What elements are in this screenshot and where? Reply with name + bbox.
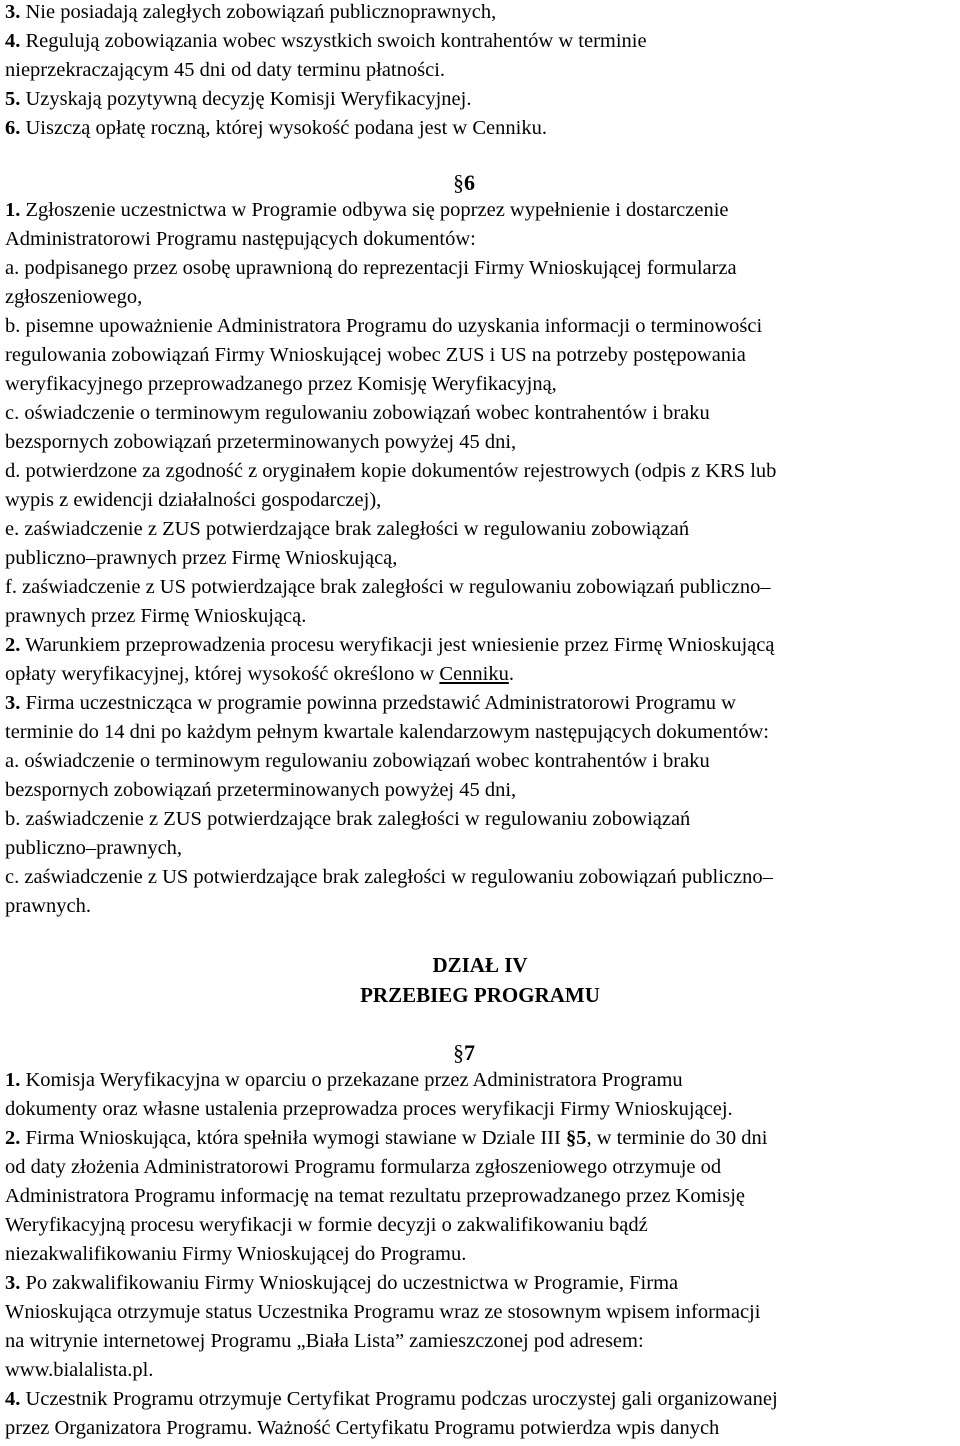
item-4 <box>5 27 647 56</box>
s6-p3-item-a: a. oświadczenie o terminowym regulowaniu zobowiązań wobec kontrahentów i braku <box>5 750 710 772</box>
item-number: 1. <box>5 199 21 221</box>
s7-paragraph-4: 4. Uczestnik Programu otrzymuje Certyfikat Programu podczas uroczystej gali organizowanej <box>5 1388 778 1410</box>
item-6 <box>5 114 547 143</box>
s6-p3-item-c-cont: prawnych. <box>5 895 91 917</box>
s6-p1-item-d-cont: wypis z ewidencji działalności gospodarczej), <box>5 489 382 511</box>
item-text: Nie posiadają zaległych zobowiązań publicznoprawnych, <box>20 1 497 23</box>
s6-p1-item-f: f. zaświadczenie z US potwierdzające brak zaległości w regulowaniu zobowiązań publiczno– <box>5 576 771 598</box>
item-text: Uiszczą opłatę roczną, której wysokość podana jest w Cenniku. <box>20 117 547 139</box>
section-6-heading: §6 <box>453 170 475 195</box>
s7-paragraph-2-cont: Administratora Programu informację na temat rezultatu przeprowadzanego przez Komisję <box>5 1185 745 1207</box>
item-3 <box>5 0 496 27</box>
item-text: Regulują zobowiązania wobec wszystkich swoich kontrahentów w terminie <box>20 30 647 52</box>
s6-p1-item-a: a. podpisanego przez osobę uprawnioną do reprezentacji Firmy Wnioskującej formularza <box>5 257 737 279</box>
s6-p1-item-b-cont: regulowania zobowiązań Firmy Wnioskującej wobec ZUS i US na potrzeby postępowania <box>5 344 746 366</box>
paragraph-sign-icon: § <box>453 1040 464 1065</box>
section-7-heading: §7 <box>453 1040 475 1065</box>
s7-paragraph-3-cont: na witrynie internetowej Programu „Biała Lista” zamieszczonej pod adresem: <box>5 1330 644 1352</box>
s7-paragraph-1-cont: dokumenty oraz własne ustalenia przeprowadza proces weryfikacji Firmy Wnioskującej. <box>5 1098 733 1120</box>
item-number: 2. <box>5 634 21 656</box>
s6-p1-item-e: e. zaświadczenie z ZUS potwierdzające brak zaległości w regulowaniu zobowiązań <box>5 518 690 540</box>
item-number: 4. <box>5 1388 21 1410</box>
s7-paragraph-3-cont: www.bialalista.pl. <box>5 1359 154 1381</box>
s6-paragraph-3: 3. Firma uczestnicząca w programie powinna przedstawić Administratorowi Programu w <box>5 692 736 714</box>
s6-p3-item-c: c. zaświadczenie z US potwierdzające brak zaległości w regulowaniu zobowiązań publiczno– <box>5 866 773 888</box>
s6-p1-item-d: d. potwierdzone za zgodność z oryginałem kopie dokumentów rejestrowych (odpis z KRS lub <box>5 460 777 482</box>
s7-paragraph-2-cont: niezakwalifikowaniu Firmy Wnioskującej do Programu. <box>5 1243 467 1265</box>
item-number: 1. <box>5 1069 21 1091</box>
s6-paragraph-2: 2. Warunkiem przeprowadzenia procesu weryfikacji jest wniesienie przez Firmę Wnioskującą <box>5 634 775 656</box>
s6-p1-item-c: c. oświadczenie o terminowym regulowaniu zobowiązań wobec kontrahentów i braku <box>5 402 710 424</box>
item-number: 3. <box>5 692 21 714</box>
s6-paragraph-2-cont: opłaty weryfikacyjnej, której wysokość określono w Cenniku. <box>5 663 514 685</box>
s7-paragraph-2: 2. Firma Wnioskująca, która spełniła wymogi stawiane w Dziale III §5, w terminie do 30 dni <box>5 1127 768 1149</box>
item-4-cont: nieprzekraczającym 45 dni od daty terminu płatności. <box>5 59 446 81</box>
item-number: 4. <box>5 30 21 52</box>
s6-paragraph-1: 1. Zgłoszenie uczestnictwa w Programie odbywa się poprzez wypełnienie i dostarczenie <box>5 199 729 221</box>
cennik-link[interactable]: Cenniku <box>439 663 509 685</box>
item-5 <box>5 85 471 114</box>
dzial-title: DZIAŁ IV <box>432 953 528 977</box>
item-text: Uzyskają pozytywną decyzję Komisji Weryfikacyjnej. <box>20 88 472 110</box>
s6-p3-item-b: b. zaświadczenie z ZUS potwierdzające brak zaległości w regulowaniu zobowiązań <box>5 808 691 830</box>
s6-p1-item-e-cont: publiczno–prawnych przez Firmę Wnioskującą, <box>5 547 398 569</box>
s6-p3-item-a-cont: bezspornych zobowiązań przeterminowanych powyżej 45 dni, <box>5 779 517 801</box>
item-number: 3. <box>5 1 21 23</box>
paragraph-sign-icon: § <box>565 1127 577 1149</box>
dzial-subtitle: PRZEBIEG PROGRAMU <box>360 983 600 1007</box>
s6-p1-item-f-cont: prawnych przez Firmę Wnioskującą. <box>5 605 307 627</box>
s6-paragraph-3-cont: terminie do 14 dni po każdym pełnym kwartale kalendarzowym następujących dokumentów: <box>5 721 769 743</box>
s7-paragraph-3: 3. Po zakwalifikowaniu Firmy Wnioskującej do uczestnictwa w Programie, Firma <box>5 1272 679 1294</box>
s7-paragraph-2-cont: od daty złożenia Administratorowi Programu formularza zgłoszeniowego otrzymuje od <box>5 1156 722 1178</box>
section-ref: 5 <box>576 1127 587 1149</box>
s7-paragraph-4-cont: przez Organizatora Programu. Ważność Certyfikatu Programu potwierdza wpis danych <box>5 1417 720 1439</box>
s6-p1-item-b-cont: weryfikacyjnego przeprowadzanego przez Komisję Weryfikacyjną, <box>5 373 557 395</box>
s7-paragraph-2-cont: Weryfikacyjną procesu weryfikacji w formie decyzji o zakwalifikowaniu bądź <box>5 1214 648 1236</box>
s6-paragraph-1-cont: Administratorowi Programu następujących dokumentów: <box>5 228 476 250</box>
s6-p1-item-c-cont: bezspornych zobowiązań przeterminowanych powyżej 45 dni, <box>5 431 517 453</box>
s6-p1-item-a-cont: zgłoszeniowego, <box>5 286 143 308</box>
paragraph-sign-icon: § <box>453 170 464 195</box>
s7-paragraph-3-cont: Wnioskująca otrzymuje status Uczestnika Programu wraz ze stosownym wpisem informacji <box>5 1301 761 1323</box>
item-number: 3. <box>5 1272 21 1294</box>
s6-p1-item-b: b. pisemne upoważnienie Administratora Programu do uzyskania informacji o terminowości <box>5 315 763 337</box>
s7-paragraph-1: 1. Komisja Weryfikacyjna w oparciu o przekazane przez Administratora Programu <box>5 1069 683 1091</box>
item-number: 6. <box>5 117 21 139</box>
s6-p3-item-b-cont: publiczno–prawnych, <box>5 837 183 859</box>
item-number: 5. <box>5 88 21 110</box>
item-number: 2. <box>5 1127 21 1149</box>
